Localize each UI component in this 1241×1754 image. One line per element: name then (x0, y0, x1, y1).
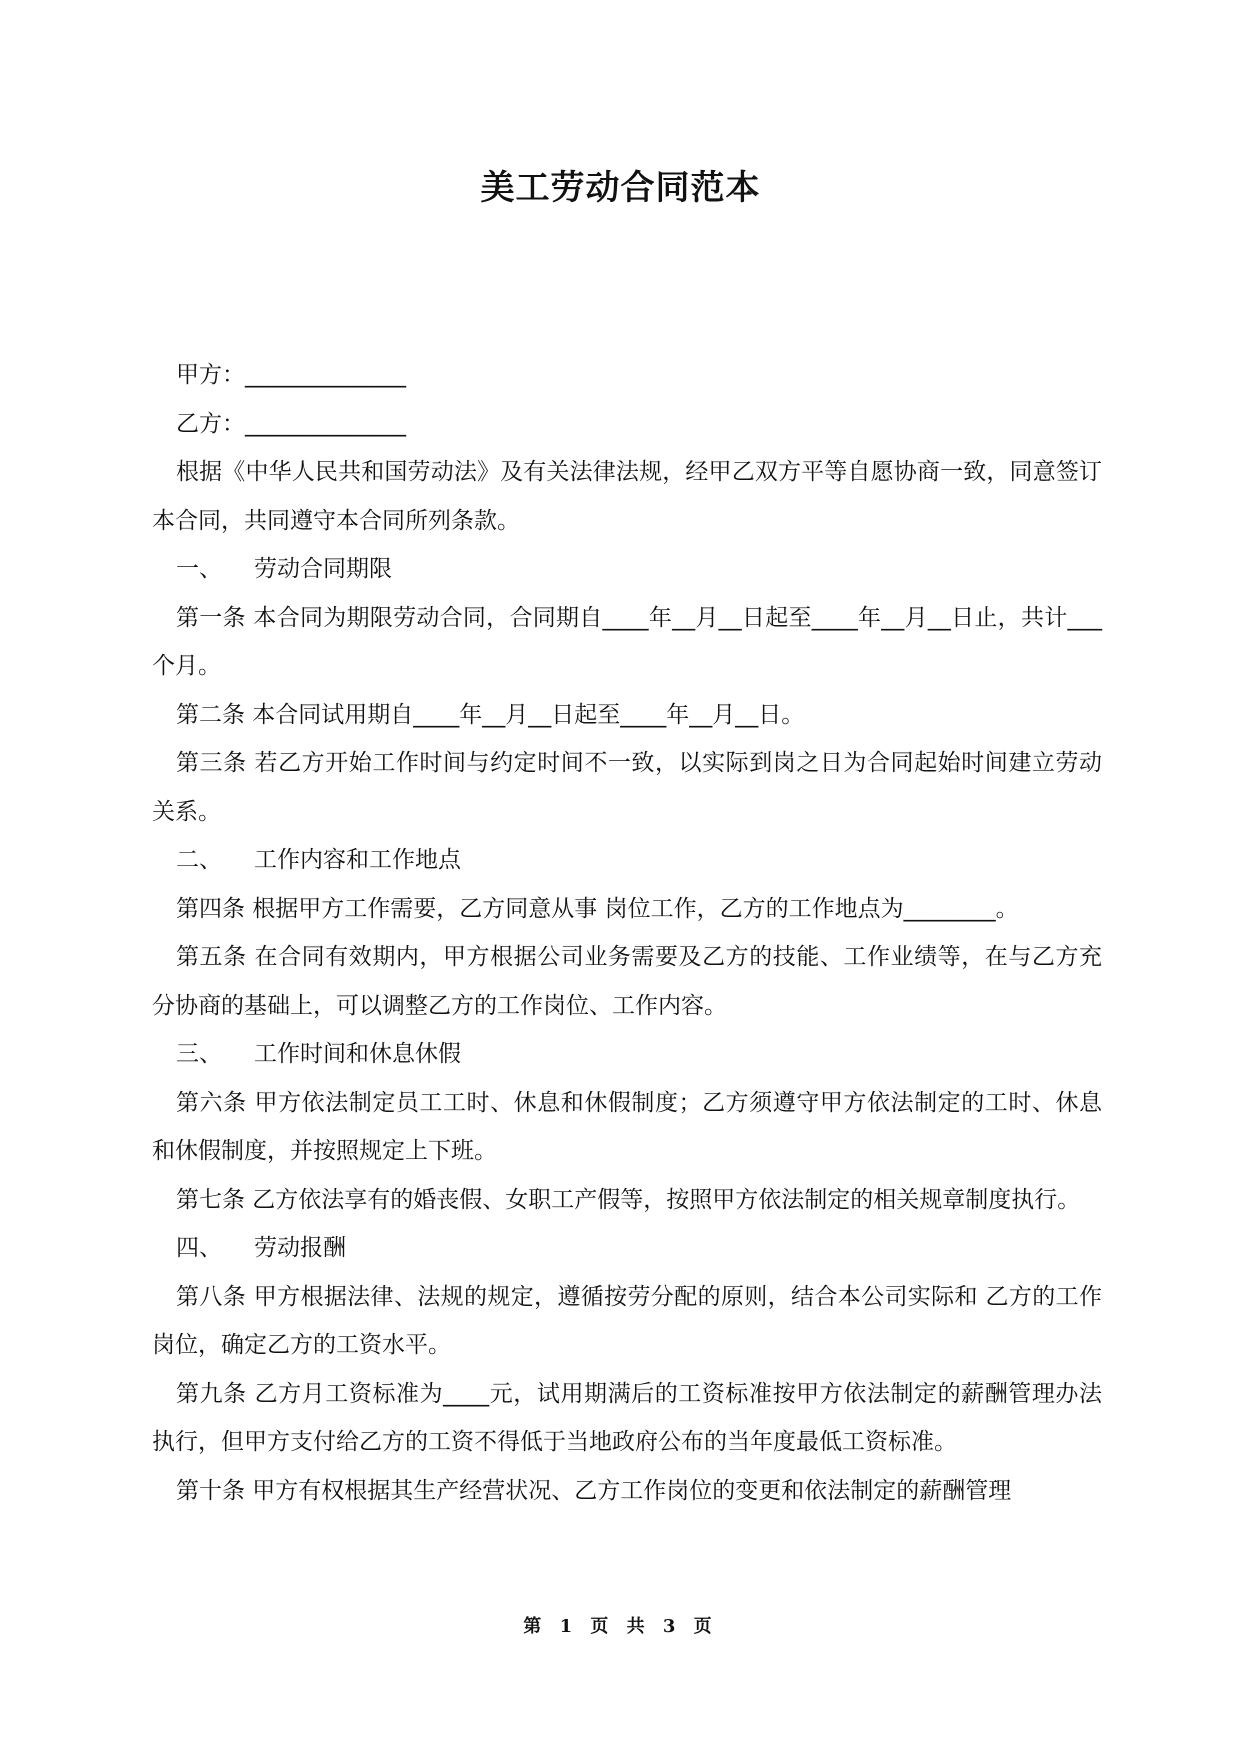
section-heading-1 (152, 545, 1102, 594)
preamble-paragraph: 根据《中华人民共和国劳动法》及有关法律法规，经甲乙双方平等自愿协商一致，同意签订本合同，共同遵守本合同所列条款。 (152, 459, 1102, 534)
section-number: 三、 (176, 1041, 222, 1067)
section-heading-4 (152, 1224, 1102, 1273)
page-footer: 第 1 页 共 3 页 (523, 1616, 718, 1637)
section-title: 劳动报酬 (254, 1235, 346, 1261)
article-1: 第一条 本合同为期限劳动合同，合同期自____年__月__日起至____年__月__日止，共计___个月。 (152, 604, 1102, 679)
article-3: 第三条 若乙方开始工作时间与约定时间不一致，以实际到岗之日为合同起始时间建立劳动关系。 (152, 750, 1102, 825)
article-5: 第五条 在合同有效期内，甲方根据公司业务需要及乙方的技能、工作业绩等，在与乙方充分协商的基础上，可以调整乙方的工作岗位、工作内容。 (152, 944, 1102, 1019)
section-number: 二、 (176, 847, 222, 873)
article-8: 第八条 甲方根据法律、法规的规定，遵循按劳分配的原则，结合本公司实际和 乙方的工作岗位，确定乙方的工资水平。 (152, 1283, 1102, 1358)
section-title: 工作时间和休息休假 (254, 1041, 461, 1067)
party-b-line: 乙方：______________ (176, 410, 406, 437)
article-10: 第十条 甲方有权根据其生产经营状况、乙方工作岗位的变更和依法制定的薪酬管理 (176, 1477, 1012, 1504)
document-body (152, 351, 1102, 1515)
section-heading-2 (152, 836, 1102, 885)
article-6: 第六条 甲方依法制定员工工时、休息和休假制度；乙方须遵守甲方依法制定的工时、休息和休假制度，并按照规定上下班。 (152, 1089, 1102, 1164)
section-number: 一、 (176, 556, 222, 582)
party-a-line: 甲方：______________ (176, 362, 406, 388)
section-heading-3 (152, 1030, 1102, 1079)
article-9: 第九条 乙方月工资标准为____元，试用期满后的工资标准按甲方依法制定的薪酬管理办法执行，但甲方支付给乙方的工资不得低于当地政府公布的当年度最低工资标准。 (152, 1380, 1102, 1455)
article-7: 第七条 乙方依法享有的婚丧假、女职工产假等，按照甲方依法制定的相关规章制度执行。 (176, 1186, 1081, 1213)
section-title: 工作内容和工作地点 (254, 847, 461, 873)
section-number: 四、 (176, 1235, 222, 1261)
section-title: 劳动合同期限 (254, 556, 392, 582)
article-2: 第二条 本合同试用期自____年__月__日起至____年__月__日。 (176, 701, 805, 728)
article-4: 第四条 根据甲方工作需要，乙方同意从事 岗位工作，乙方的工作地点为________。 (176, 895, 1019, 922)
document-title: 美工劳动合同范本 (480, 168, 761, 208)
